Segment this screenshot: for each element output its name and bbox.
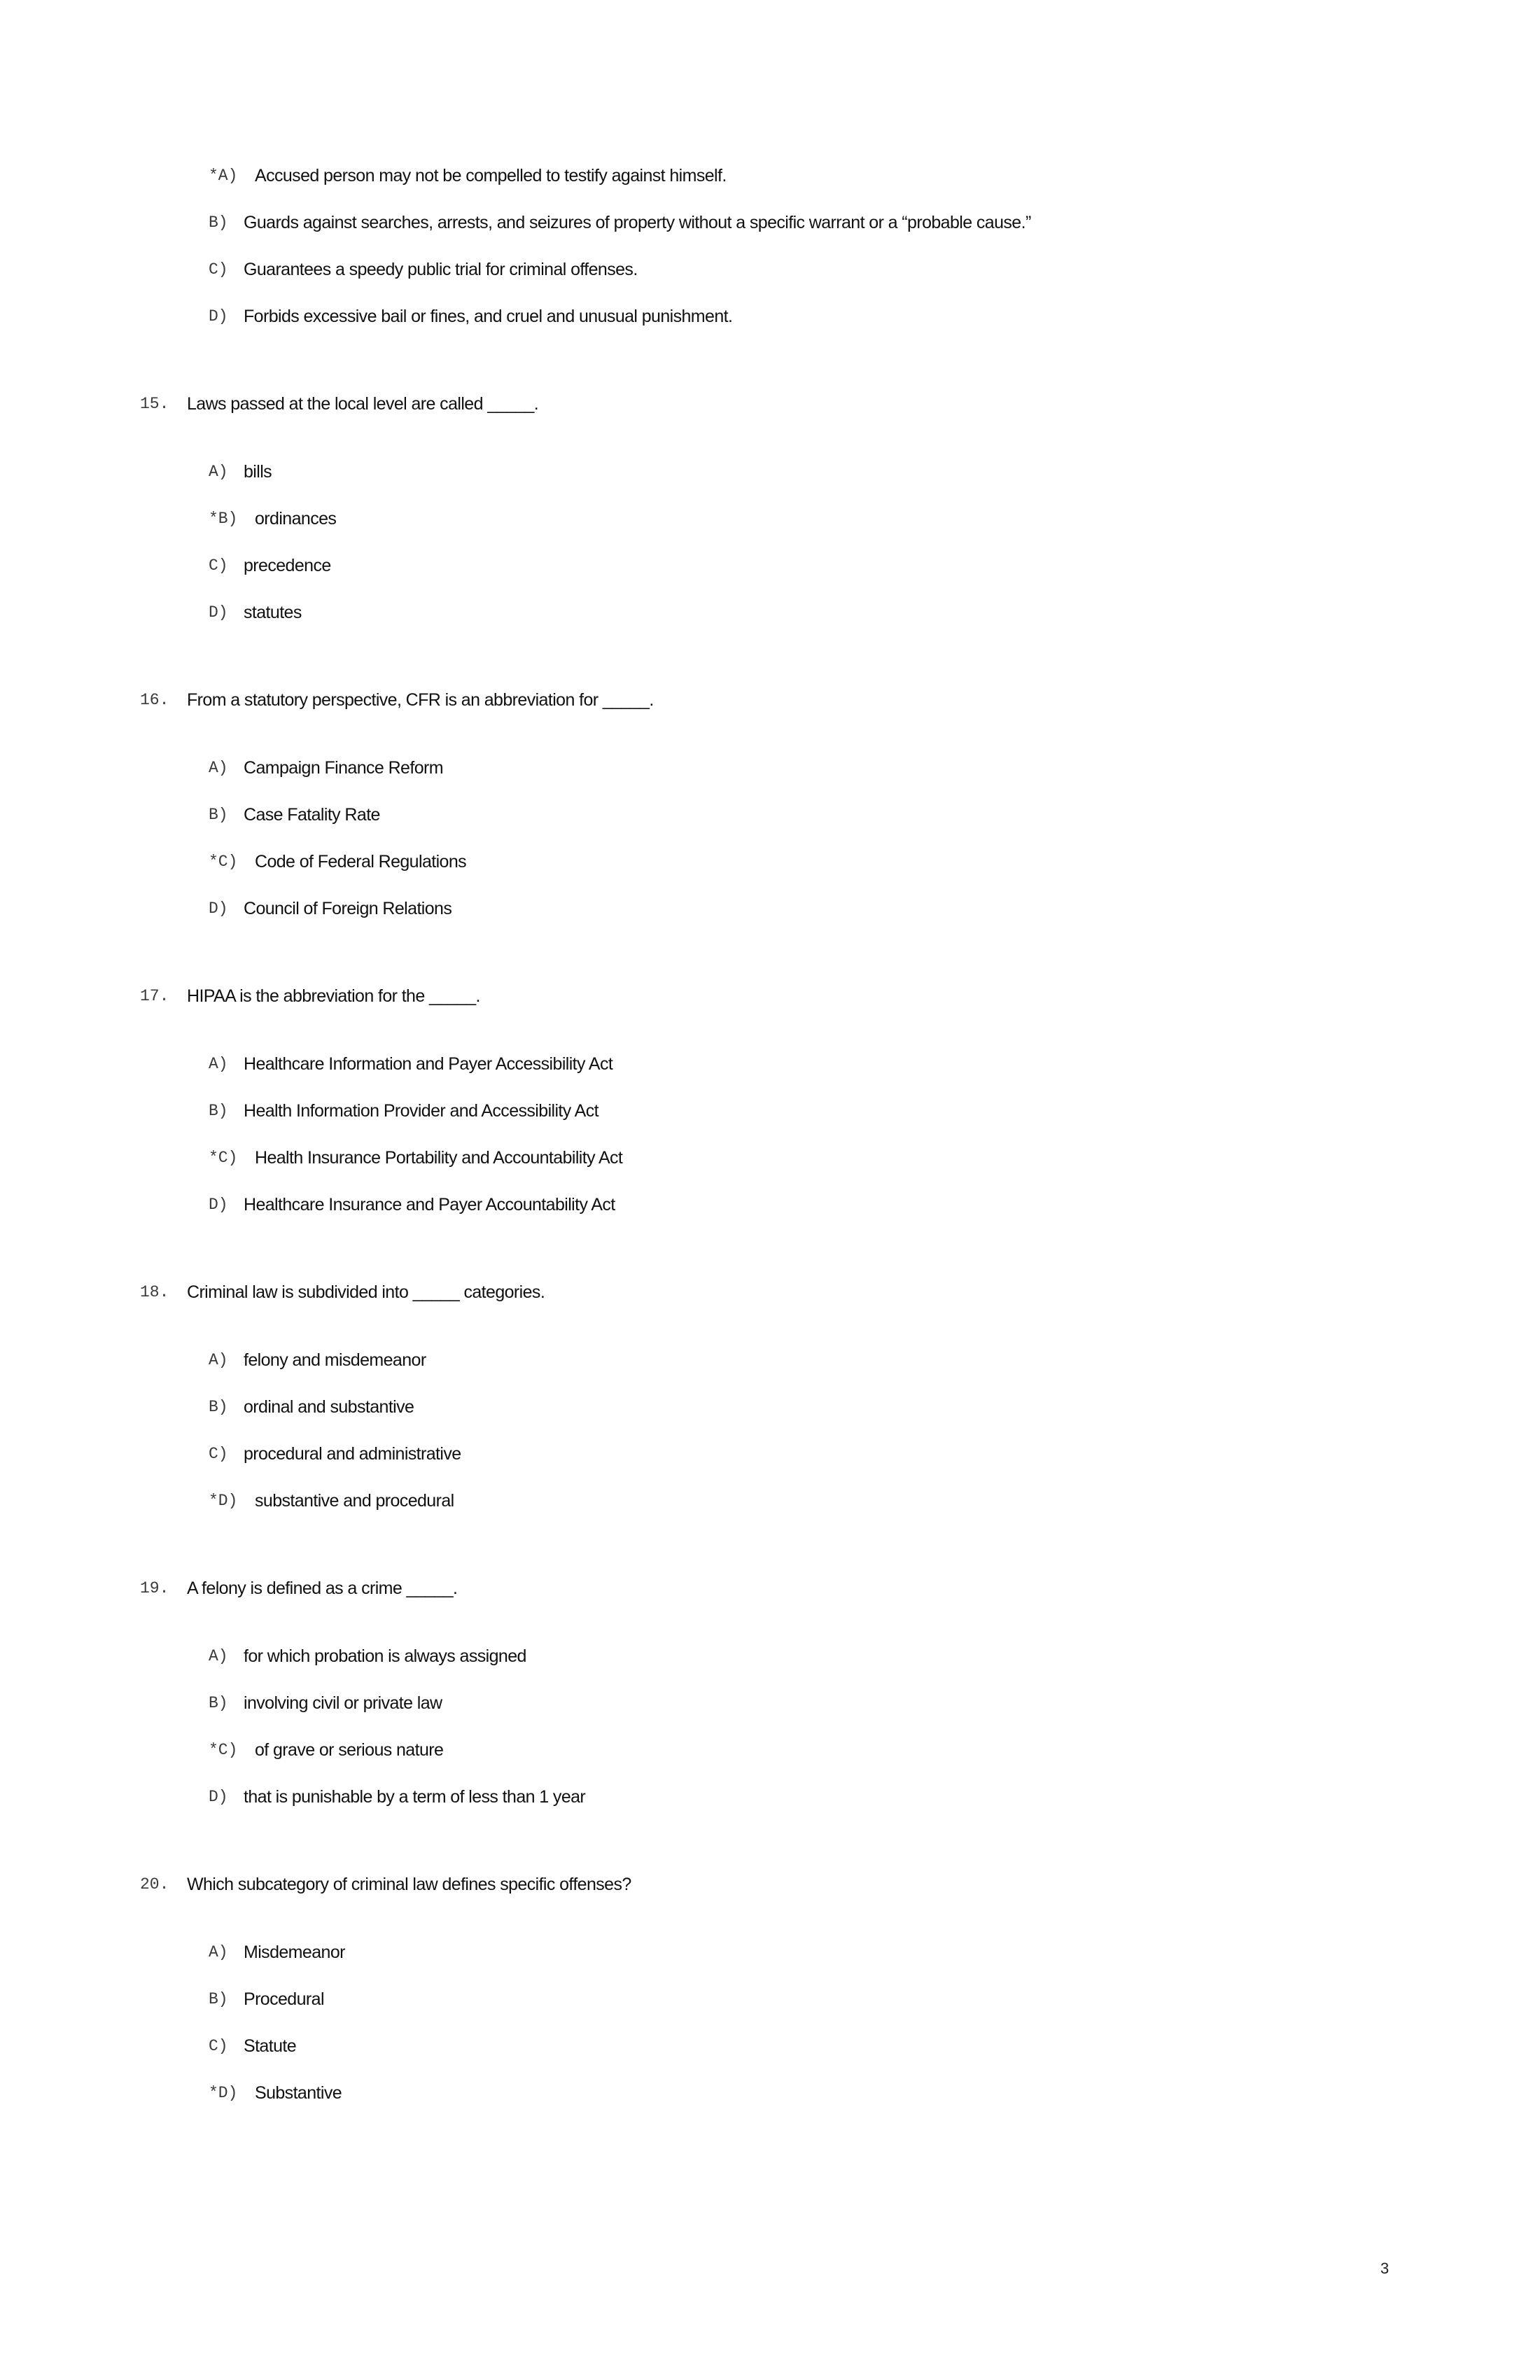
option-letter: *B) xyxy=(209,510,238,528)
option-letter: A) xyxy=(209,759,228,777)
question-number: 20. xyxy=(140,1875,169,1893)
option-text: Council of Foreign Relations xyxy=(244,899,452,918)
option-text: involving civil or private law xyxy=(244,1693,442,1713)
option-letter: B) xyxy=(209,1990,228,2008)
option-letter: A) xyxy=(209,1351,228,1369)
option-text: ordinal and substantive xyxy=(244,1397,414,1417)
question-number: 18. xyxy=(140,1283,169,1301)
option-letter: *D) xyxy=(209,2084,238,2102)
option-letter: *C) xyxy=(209,1149,238,1167)
option-letter: A) xyxy=(209,1943,228,1961)
option-letter: C) xyxy=(209,2037,228,2055)
option-text: Procedural xyxy=(244,1989,324,2009)
option-text: precedence xyxy=(244,556,331,575)
option-text: of grave or serious nature xyxy=(255,1740,444,1760)
option-letter: B) xyxy=(209,1102,228,1120)
option-letter: D) xyxy=(209,899,228,918)
option-letter: A) xyxy=(209,1055,228,1073)
option-text: felony and misdemeanor xyxy=(244,1350,426,1370)
option-letter: *C) xyxy=(209,1741,238,1759)
option-letter: C) xyxy=(209,260,228,279)
option-text: Accused person may not be compelled to testify against himself. xyxy=(255,166,727,186)
option-letter: C) xyxy=(209,1445,228,1463)
option-text: that is punishable by a term of less than 1 year xyxy=(244,1787,586,1807)
question-text: Laws passed at the local level are called _____. xyxy=(187,394,539,414)
question-number: 16. xyxy=(140,691,169,709)
question-text: HIPAA is the abbreviation for the _____. xyxy=(187,986,480,1006)
option-letter: C) xyxy=(209,556,228,575)
option-text: Campaign Finance Reform xyxy=(244,758,443,778)
question-text: Criminal law is subdivided into _____ categories. xyxy=(187,1282,545,1302)
option-text: Statute xyxy=(244,2036,297,2056)
option-letter: *D) xyxy=(209,1492,238,1510)
option-letter: B) xyxy=(209,806,228,824)
option-text: substantive and procedural xyxy=(255,1491,454,1511)
question-text: From a statutory perspective, CFR is an abbreviation for _____. xyxy=(187,690,654,710)
option-letter: B) xyxy=(209,214,228,232)
question-number: 19. xyxy=(140,1579,169,1597)
option-letter: D) xyxy=(209,603,228,622)
question-number: 15. xyxy=(140,395,169,413)
option-text: for which probation is always assigned xyxy=(244,1646,526,1666)
option-text: Health Insurance Portability and Accountability Act xyxy=(255,1148,623,1168)
option-text: bills xyxy=(244,462,272,482)
option-letter: D) xyxy=(209,1788,228,1806)
option-text: Guards against searches, arrests, and seizures of property without a specific warrant or a “probable cause.” xyxy=(244,213,1031,232)
option-letter: D) xyxy=(209,307,228,326)
option-text: Code of Federal Regulations xyxy=(255,852,467,872)
option-letter: A) xyxy=(209,1647,228,1665)
option-text: Healthcare Insurance and Payer Accountability Act xyxy=(244,1195,615,1214)
option-text: Guarantees a speedy public trial for criminal offenses. xyxy=(244,260,638,279)
question-text: A felony is defined as a crime _____. xyxy=(187,1578,458,1598)
option-text: Case Fatality Rate xyxy=(244,805,380,825)
option-text: ordinances xyxy=(255,509,337,528)
question-text: Which subcategory of criminal law defines specific offenses? xyxy=(187,1875,631,1894)
question-number: 17. xyxy=(140,987,169,1005)
option-text: Misdemeanor xyxy=(244,1942,345,1962)
option-text: Health Information Provider and Accessibility Act xyxy=(244,1101,598,1121)
option-text: procedural and administrative xyxy=(244,1444,461,1464)
option-letter: A) xyxy=(209,463,228,481)
option-text: Substantive xyxy=(255,2083,342,2103)
option-text: Healthcare Information and Payer Accessibility Act xyxy=(244,1054,613,1074)
option-letter: *A) xyxy=(209,167,238,185)
option-text: statutes xyxy=(244,603,302,622)
option-text: Forbids excessive bail or fines, and cruel and unusual punishment. xyxy=(244,307,733,326)
option-letter: D) xyxy=(209,1196,228,1214)
option-letter: *C) xyxy=(209,853,238,871)
option-letter: B) xyxy=(209,1398,228,1416)
page-number: 3 xyxy=(1380,2260,1390,2277)
option-letter: B) xyxy=(209,1694,228,1712)
